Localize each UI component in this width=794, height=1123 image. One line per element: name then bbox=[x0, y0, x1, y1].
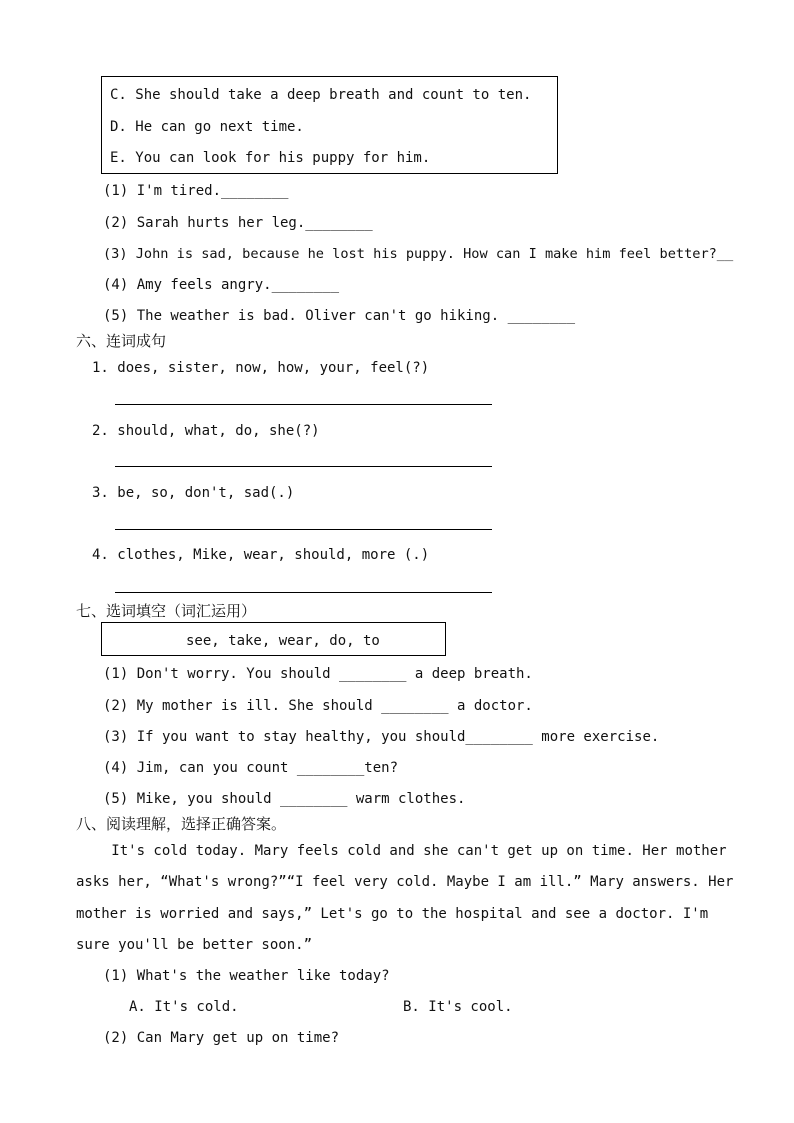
question-7-3: (3) If you want to stay healthy, you should________ more exercise. bbox=[103, 729, 660, 745]
question-5-3: (3) John is sad, because he lost his puppy. How can I make him feel better?__ bbox=[103, 246, 734, 262]
answer-line-3 bbox=[115, 529, 492, 530]
question-5-4: (4) Amy feels angry.________ bbox=[103, 277, 340, 293]
question-7-2: (2) My mother is ill. She should ________ a doctor. bbox=[103, 698, 533, 714]
answer-line-4 bbox=[115, 592, 492, 593]
reorder-item-2: 2. should, what, do, she(?) bbox=[92, 423, 320, 439]
reading-question-1: (1) What's the weather like today? bbox=[103, 968, 390, 984]
question-5-2: (2) Sarah hurts her leg.________ bbox=[103, 215, 373, 231]
question-7-1: (1) Don't worry. You should ________ a deep breath. bbox=[103, 666, 533, 682]
passage-line-1: It's cold today. Mary feels cold and she can't get up on time. Her mother bbox=[86, 843, 727, 859]
passage-line-4: sure you'll be better soon.” bbox=[76, 937, 313, 953]
reorder-item-4: 4. clothes, Mike, wear, should, more (.) bbox=[92, 547, 430, 563]
question-5-1: (1) I'm tired.________ bbox=[103, 183, 289, 199]
choice-1-a: A. It's cold. bbox=[129, 999, 239, 1015]
word-bank: see, take, wear, do, to bbox=[186, 633, 380, 649]
reorder-item-3: 3. be, so, don't, sad(.) bbox=[92, 485, 295, 501]
answer-line-1 bbox=[115, 404, 492, 405]
reorder-item-1: 1. does, sister, now, how, your, feel(?) bbox=[92, 360, 430, 376]
question-7-5: (5) Mike, you should ________ warm clothes. bbox=[103, 791, 466, 807]
choice-1-b: B. It's cool. bbox=[403, 999, 513, 1015]
option-d: D. He can go next time. bbox=[110, 119, 304, 135]
option-e: E. You can look for his puppy for him. bbox=[110, 150, 431, 166]
passage-line-2: asks her, “What's wrong?”“I feel very cold. Maybe I am ill.” Mary answers. Her bbox=[76, 874, 734, 890]
reading-question-2: (2) Can Mary get up on time? bbox=[103, 1030, 340, 1046]
passage-line-3: mother is worried and says,” Let's go to the hospital and see a doctor. I'm bbox=[76, 906, 709, 922]
answer-line-2 bbox=[115, 466, 492, 467]
option-c: C. She should take a deep breath and count to ten. bbox=[110, 87, 532, 103]
section-7-title: 七、选词填空（词汇运用） bbox=[76, 602, 257, 620]
question-7-4: (4) Jim, can you count ________ten? bbox=[103, 760, 399, 776]
section-6-title: 六、连词成句 bbox=[76, 332, 167, 350]
section-8-title: 八、阅读理解，选择正确答案。 bbox=[76, 815, 287, 833]
question-5-5: (5) The weather is bad. Oliver can't go hiking. ________ bbox=[103, 308, 576, 324]
